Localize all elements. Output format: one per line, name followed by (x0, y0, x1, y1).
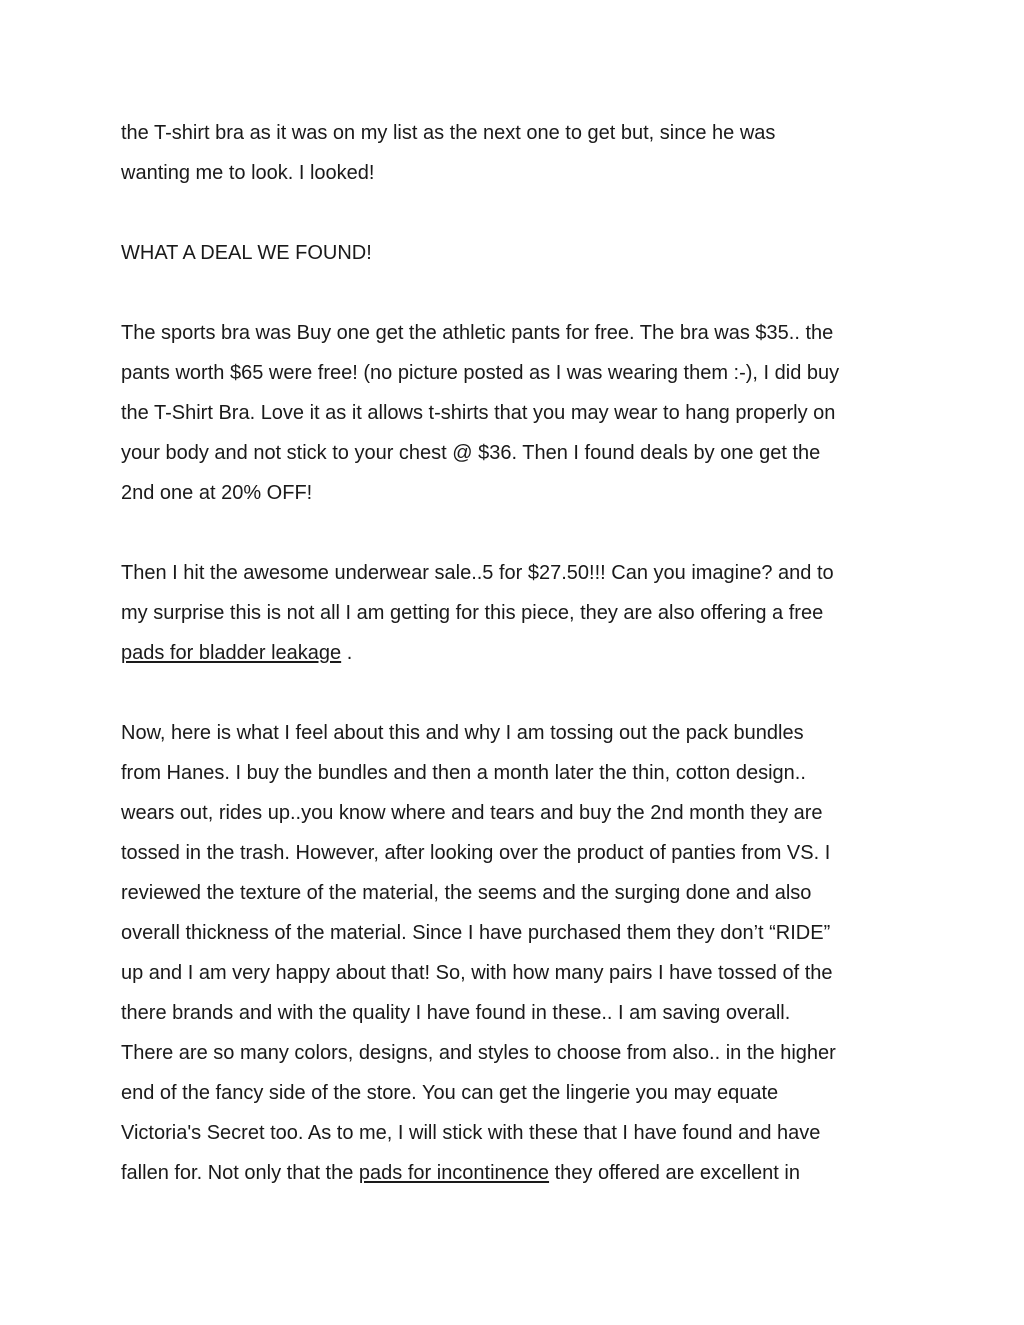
paragraph-4 (121, 553, 911, 673)
text-line: There are so many colors, designs, and styles to choose from also.. in the higher (121, 1042, 836, 1064)
paragraph-1 (121, 113, 911, 193)
text-line: the T-Shirt Bra. Love it as it allows t-shirts that you may wear to hang properly on (121, 402, 836, 424)
text-line: reviewed the texture of the material, the seems and the surging done and also (121, 882, 812, 904)
text-line (121, 1153, 911, 1193)
text-line: from Hanes. I buy the bundles and then a month later the thin, cotton design.. (121, 762, 806, 784)
link-pads-incontinence[interactable]: pads for incontinence (358, 1162, 550, 1184)
text-after-link: they offered are excellent in (549, 1162, 800, 1184)
text-line: Then I hit the awesome underwear sale..5 for $27.50!!! Can you imagine? and to (121, 562, 834, 584)
text-line: wears out, rides up..you know where and tears and buy the 2nd month they are (121, 802, 823, 824)
text-line (121, 633, 911, 673)
text-line: Victoria's Secret too. As to me, I will stick with these that I have found and have (121, 1122, 821, 1144)
text-before-link: fallen for. Not only that the (121, 1162, 359, 1184)
text-line: tossed in the trash. However, after looking over the product of panties from VS. I (121, 842, 831, 864)
text-line: end of the fancy side of the store. You can get the lingerie you may equate (121, 1082, 779, 1104)
link-pads-bladder-leakage[interactable]: pads for bladder leakage (121, 642, 342, 664)
text-line: up and I am very happy about that! So, with how many pairs I have tossed of the (121, 962, 833, 984)
text-line: there brands and with the quality I have found in these.. I am saving overall. (121, 1002, 791, 1024)
text-line: The sports bra was Buy one get the athletic pants for free. The bra was $35.. the (121, 322, 834, 344)
text-line: wanting me to look. I looked! (121, 162, 375, 184)
link-trailing-text: . (341, 642, 353, 664)
text-line: pants worth $65 were free! (no picture posted as I was wearing them :-), I did buy (121, 362, 840, 384)
text-line: 2nd one at 20% OFF! (121, 482, 313, 504)
text-line: your body and not stick to your chest @ $36. Then I found deals by one get the (121, 442, 821, 464)
text-line: my surprise this is not all I am getting for this piece, they are also offering a free (121, 602, 824, 624)
text-line: the T-shirt bra as it was on my list as the next one to get but, since he was (121, 122, 776, 144)
paragraph-5 (121, 713, 911, 1193)
document-body (121, 113, 911, 1233)
text-line: WHAT A DEAL WE FOUND! (121, 242, 372, 264)
paragraph-2-heading (121, 233, 911, 273)
text-line: overall thickness of the material. Since I have purchased them they don’t “RIDE” (121, 922, 831, 944)
text-line: Now, here is what I feel about this and why I am tossing out the pack bundles (121, 722, 804, 744)
paragraph-3 (121, 313, 911, 513)
